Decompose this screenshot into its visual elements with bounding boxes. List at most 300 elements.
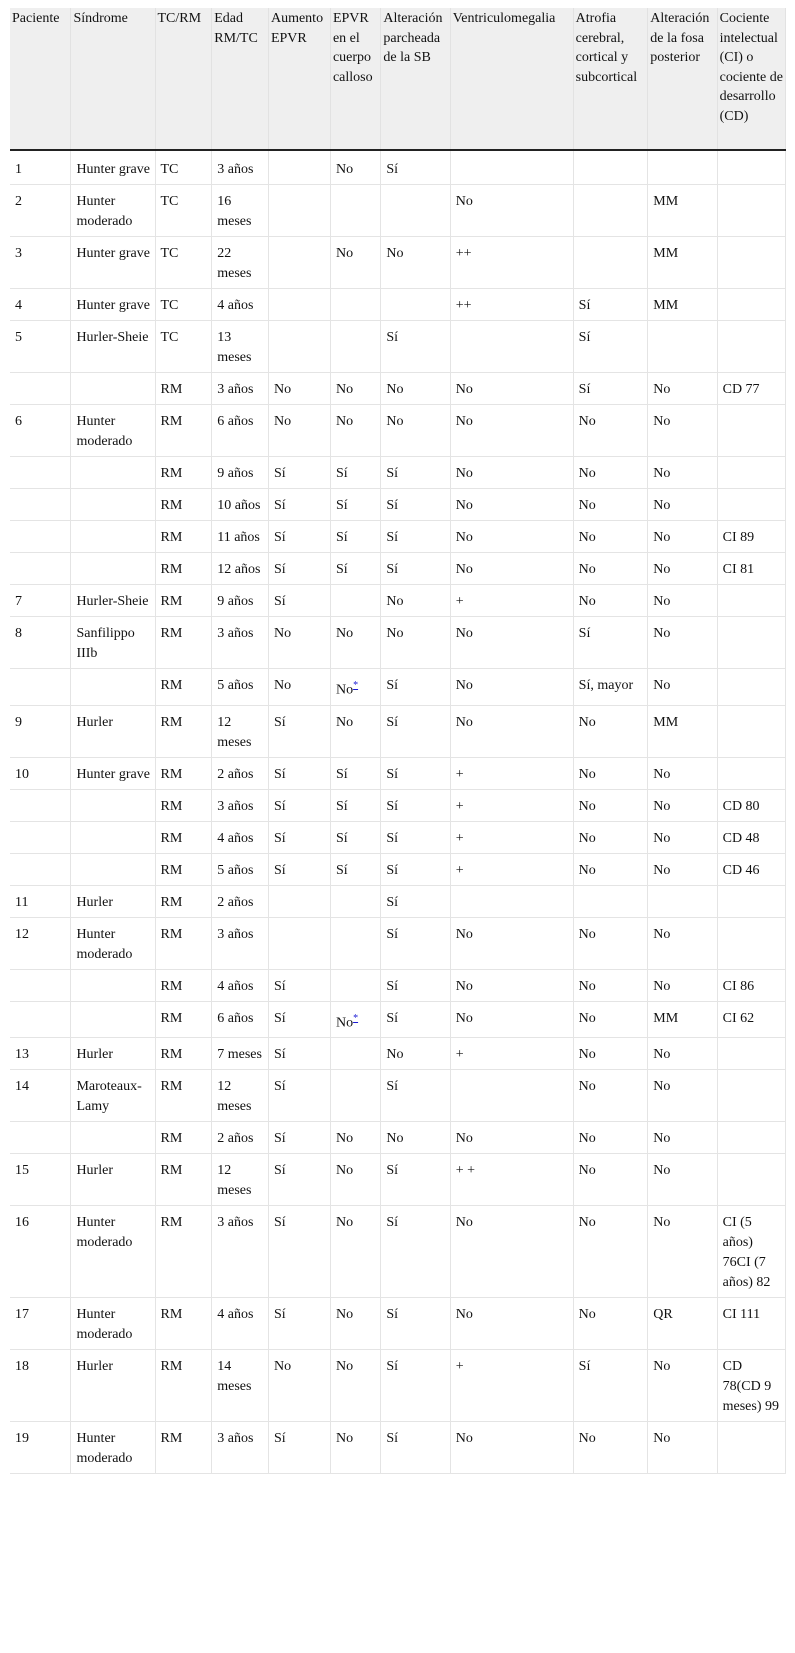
cell-text: Sí (386, 466, 399, 481)
cell-text: CD 46 (722, 862, 760, 878)
table-cell (10, 585, 71, 617)
cell-text: Sí (386, 1215, 399, 1231)
cell-text: Sí (386, 1359, 399, 1375)
table-cell (381, 373, 450, 405)
table-cell (155, 289, 212, 321)
table-cell (212, 553, 269, 585)
table-cell (648, 237, 717, 289)
cell-text: No (335, 246, 354, 261)
table-cell (717, 1154, 785, 1206)
table-cell (330, 1350, 380, 1422)
cell-text: No (273, 414, 292, 429)
cell-text: No (653, 594, 671, 609)
table-cell (330, 821, 380, 853)
cell-text: No (578, 862, 596, 878)
cell-text: Sí (386, 530, 399, 545)
table-cell (71, 457, 155, 489)
cell-text: 10 (15, 766, 29, 782)
cell-text: 4 años (217, 1307, 254, 1323)
table-cell (268, 853, 330, 885)
table-cell (573, 405, 648, 457)
table-cell (648, 1206, 717, 1298)
cell-text: 9 (15, 714, 22, 730)
table-cell (155, 1038, 212, 1070)
cell-text: RM (160, 594, 183, 609)
table-cell (330, 373, 380, 405)
cell-text: Hunter moderado (76, 1215, 133, 1251)
cell-text: MM (653, 246, 679, 261)
table-cell (212, 1001, 269, 1038)
table-cell (155, 150, 212, 185)
cell-text: RM (160, 414, 183, 429)
table-cell (717, 917, 785, 969)
table-cell (268, 489, 330, 521)
table-cell (717, 553, 785, 585)
table-cell (71, 617, 155, 669)
table-cell (717, 1038, 785, 1070)
cell-text: No (386, 626, 404, 641)
cell-text: Sí (386, 562, 399, 577)
table-row (10, 150, 786, 185)
table-cell (10, 821, 71, 853)
cell-text: No (653, 1359, 671, 1375)
table-cell (573, 553, 648, 585)
table-row (10, 669, 786, 706)
cell-text: Sí (273, 798, 286, 814)
table-cell (268, 1001, 330, 1038)
cell-text: 16 (15, 1215, 29, 1231)
column-header: Cociente intelectual (CI) o cociente de desarrollo (CD) (717, 8, 785, 150)
cell-text: Sí (335, 562, 348, 577)
table-cell (573, 289, 648, 321)
table-cell (268, 373, 330, 405)
table-cell (450, 969, 573, 1001)
cell-text: No (653, 926, 671, 942)
cell-text: Hurler (76, 714, 113, 730)
table-cell (381, 321, 450, 373)
cell-text: Sí (273, 1215, 286, 1231)
footnote-link[interactable]: * (353, 1012, 359, 1024)
table-cell (648, 705, 717, 757)
table-cell (71, 705, 155, 757)
cell-text: No (455, 498, 473, 513)
table-cell (450, 1206, 573, 1298)
table-cell (212, 757, 269, 789)
cell-text: No (455, 1307, 473, 1323)
table-cell (648, 1298, 717, 1350)
cell-text: No (335, 1015, 354, 1031)
table-cell (155, 321, 212, 373)
table-cell (648, 185, 717, 237)
table-cell (268, 150, 330, 185)
cell-text: + (455, 766, 464, 782)
table-cell (268, 553, 330, 585)
cell-text: 2 (15, 194, 22, 209)
cell-text: No (578, 1047, 596, 1063)
table-cell (71, 917, 155, 969)
table-cell (155, 705, 212, 757)
table-cell (717, 321, 785, 373)
table-cell (71, 1070, 155, 1122)
table-cell (71, 1350, 155, 1422)
cell-text: No (386, 382, 404, 397)
cell-text: No (335, 1131, 354, 1147)
cell-text: RM (160, 466, 183, 481)
table-cell (381, 585, 450, 617)
cell-text: TC (160, 246, 179, 261)
cell-text: No (653, 498, 671, 513)
table-row (10, 617, 786, 669)
cell-text: 12 años (217, 562, 261, 577)
cell-text: 2 años (217, 894, 254, 910)
table-cell (212, 585, 269, 617)
table-cell (717, 789, 785, 821)
table-cell (212, 489, 269, 521)
table-cell (648, 405, 717, 457)
table-cell (330, 489, 380, 521)
cell-text: No (578, 498, 596, 513)
cell-text: MM (653, 1010, 679, 1026)
cell-text: Sí (335, 530, 348, 545)
cell-text: RM (160, 1010, 183, 1026)
cell-text: No (386, 246, 404, 261)
table-cell (717, 185, 785, 237)
table-cell (573, 150, 648, 185)
cell-text: 7 meses (217, 1047, 262, 1063)
cell-text: 11 (15, 894, 29, 910)
cell-text: Sí (273, 766, 286, 782)
cell-text: 8 (15, 626, 22, 641)
table-cell (268, 185, 330, 237)
cell-text: Hurler (76, 1163, 113, 1179)
cell-text: + (455, 1047, 464, 1063)
table-cell (71, 669, 155, 706)
table-cell (381, 489, 450, 521)
table-cell (155, 489, 212, 521)
table-row (10, 821, 786, 853)
table-cell (717, 969, 785, 1001)
table-cell (450, 853, 573, 885)
cell-text: Hunter moderado (76, 926, 133, 962)
table-cell (648, 1422, 717, 1474)
table-cell (10, 705, 71, 757)
table-cell (71, 150, 155, 185)
table-cell (155, 521, 212, 553)
table-cell (10, 289, 71, 321)
table-cell (450, 321, 573, 373)
cell-text: Sí (578, 626, 591, 641)
cell-text: 14 (15, 1079, 29, 1095)
cell-text: RM (160, 498, 183, 513)
cell-text: No (455, 466, 473, 481)
table-cell (330, 853, 380, 885)
cell-text: Sí (273, 978, 286, 994)
cell-text: CD 78(CD 9 meses) 99 (722, 1359, 779, 1415)
table-cell (648, 1001, 717, 1038)
table-cell (450, 1350, 573, 1422)
cell-text: No (578, 530, 596, 545)
table-cell (330, 237, 380, 289)
cell-text: No (653, 414, 671, 429)
cell-text: MM (653, 194, 679, 209)
table-cell (450, 521, 573, 553)
cell-text: No (578, 562, 596, 577)
cell-text: No (578, 594, 596, 609)
table-cell (648, 150, 717, 185)
table-cell (381, 789, 450, 821)
cell-text: No (455, 194, 473, 209)
table-cell (212, 405, 269, 457)
table-cell (717, 669, 785, 706)
cell-text: No (335, 414, 354, 429)
table-cell (717, 705, 785, 757)
table-cell (71, 757, 155, 789)
cell-text: RM (160, 1431, 183, 1447)
table-cell (10, 1070, 71, 1122)
table-cell (717, 617, 785, 669)
table-cell (330, 917, 380, 969)
cell-text: RM (160, 382, 183, 397)
table-cell (71, 1001, 155, 1038)
table-cell (10, 1001, 71, 1038)
table-cell (155, 1154, 212, 1206)
table-cell (573, 521, 648, 553)
table-cell (268, 521, 330, 553)
cell-text: 5 años (217, 678, 254, 693)
table-row (10, 373, 786, 405)
cell-text: Hurler-Sheie (76, 594, 149, 609)
cell-text: No (273, 626, 292, 641)
cell-text: Hunter grave (76, 766, 150, 782)
table-cell (381, 521, 450, 553)
cell-text: Hurler (76, 1359, 113, 1375)
table-cell (268, 1070, 330, 1122)
cell-text: Sí (386, 1079, 399, 1095)
table-cell (450, 1154, 573, 1206)
cell-text: No (653, 466, 671, 481)
cell-text: No (335, 1215, 354, 1231)
column-header: Atrofia cerebral, cortical y subcortical (573, 8, 648, 150)
table-row (10, 1038, 786, 1070)
cell-text: Sí (578, 382, 591, 397)
cell-text: 2 años (217, 1131, 254, 1147)
table-cell (717, 150, 785, 185)
cell-text: No (653, 530, 671, 545)
cell-text: Hunter moderado (76, 414, 133, 449)
table-cell (648, 1038, 717, 1070)
cell-text: No (335, 1431, 354, 1447)
table-cell (450, 457, 573, 489)
table-row (10, 585, 786, 617)
cell-text: 12 meses (217, 1079, 252, 1115)
cell-text: Sí (335, 466, 348, 481)
table-cell (573, 321, 648, 373)
table-cell (155, 553, 212, 585)
cell-text: 3 años (217, 626, 254, 641)
cell-text: Sanfilippo IIIb (76, 626, 135, 661)
cell-text: No (386, 1131, 404, 1147)
cell-text: No (386, 414, 404, 429)
table-cell (648, 885, 717, 917)
table-cell (155, 1206, 212, 1298)
table-cell (268, 669, 330, 706)
table-cell (450, 289, 573, 321)
table-cell (330, 1154, 380, 1206)
table-cell (381, 1038, 450, 1070)
table-cell (71, 521, 155, 553)
cell-text: No (455, 626, 473, 641)
table-cell (268, 789, 330, 821)
table-cell (330, 289, 380, 321)
cell-text: 9 años (217, 594, 254, 609)
table-cell (381, 150, 450, 185)
table-cell (10, 1422, 71, 1474)
table-cell (155, 237, 212, 289)
cell-text: Sí (273, 498, 286, 513)
table-cell (155, 373, 212, 405)
table-cell (10, 150, 71, 185)
table-cell (330, 1070, 380, 1122)
table-cell (268, 1350, 330, 1422)
cell-text: Sí (578, 298, 591, 313)
cell-text: No (653, 766, 671, 782)
table-row (10, 757, 786, 789)
footnote-link[interactable]: * (353, 680, 359, 691)
column-header: Alteración parcheada de la SB (381, 8, 450, 150)
cell-text: No (578, 798, 596, 814)
table-cell (212, 150, 269, 185)
cell-text: Sí (273, 562, 286, 577)
table-cell (212, 853, 269, 885)
table-cell (450, 705, 573, 757)
table-cell (717, 405, 785, 457)
cell-text: No (386, 594, 404, 609)
table-cell (648, 669, 717, 706)
table-row (10, 1001, 786, 1038)
cell-text: 3 (15, 246, 22, 261)
cell-text: No (653, 678, 671, 693)
table-row (10, 553, 786, 585)
cell-text: Hunter moderado (76, 1307, 133, 1343)
cell-text: 12 meses (217, 1163, 252, 1199)
cell-text: No (578, 1131, 596, 1147)
table-cell (717, 757, 785, 789)
table-cell (330, 1422, 380, 1474)
cell-text: 13 (15, 1047, 29, 1063)
cell-text: No (455, 678, 473, 693)
table-cell (10, 1122, 71, 1154)
cell-text: No (578, 1010, 596, 1026)
cell-text: No (653, 862, 671, 878)
table-cell (10, 757, 71, 789)
cell-text: MM (653, 298, 679, 313)
table-cell (71, 821, 155, 853)
cell-text: 5 (15, 330, 22, 345)
cell-text: 15 (15, 1163, 29, 1179)
cell-text: Sí (578, 1359, 591, 1375)
table-cell (71, 853, 155, 885)
table-cell (573, 1038, 648, 1070)
cell-text: No (578, 466, 596, 481)
table-cell (155, 1298, 212, 1350)
table-cell (717, 585, 785, 617)
cell-text: Hurler (76, 894, 113, 910)
cell-text: CD 80 (722, 798, 760, 814)
cell-text: RM (160, 678, 183, 693)
cell-text: 11 años (217, 530, 260, 545)
table-cell (10, 853, 71, 885)
table-cell (212, 885, 269, 917)
table-row (10, 321, 786, 373)
cell-text: RM (160, 798, 183, 814)
cell-text: No (653, 1431, 671, 1447)
cell-text: Sí (386, 894, 399, 910)
table-cell (717, 521, 785, 553)
table-cell (648, 457, 717, 489)
cell-text: RM (160, 1131, 183, 1147)
table-cell (450, 237, 573, 289)
table-cell (450, 553, 573, 585)
table-cell (573, 457, 648, 489)
cell-text: 14 meses (217, 1359, 252, 1395)
cell-text: 4 años (217, 978, 254, 994)
table-cell (268, 917, 330, 969)
table-cell (155, 185, 212, 237)
cell-text: No (578, 830, 596, 846)
table-cell (573, 617, 648, 669)
table-cell (10, 321, 71, 373)
table-cell (268, 237, 330, 289)
table-row (10, 1122, 786, 1154)
table-cell (212, 321, 269, 373)
cell-text: RM (160, 862, 183, 878)
table-cell (717, 1122, 785, 1154)
cell-text: 12 (15, 926, 29, 942)
column-header: Alteración de la fosa posterior (648, 8, 717, 150)
header-row (10, 8, 786, 150)
cell-text: No (455, 1431, 473, 1447)
cell-text: 10 años (217, 498, 261, 513)
table-cell (573, 1350, 648, 1422)
cell-text: Sí (335, 862, 348, 878)
table-cell (381, 757, 450, 789)
cell-text: TC (160, 298, 179, 313)
table-cell (381, 405, 450, 457)
table-row (10, 521, 786, 553)
table-cell (212, 1206, 269, 1298)
table-cell (573, 185, 648, 237)
table-cell (268, 321, 330, 373)
table-cell (573, 757, 648, 789)
table-row (10, 789, 786, 821)
cell-text: RM (160, 978, 183, 994)
table-cell (648, 289, 717, 321)
table-cell (212, 705, 269, 757)
table-cell (381, 617, 450, 669)
cell-text: 2 años (217, 766, 254, 782)
cell-text: RM (160, 894, 183, 910)
table-cell (155, 789, 212, 821)
table-cell (10, 553, 71, 585)
cell-text: + (455, 830, 464, 846)
table-cell (648, 789, 717, 821)
cell-text: No (455, 1215, 473, 1231)
table-body (10, 150, 786, 1474)
cell-text: No (653, 562, 671, 577)
table-cell (450, 885, 573, 917)
table-cell (330, 789, 380, 821)
table-cell (573, 1070, 648, 1122)
